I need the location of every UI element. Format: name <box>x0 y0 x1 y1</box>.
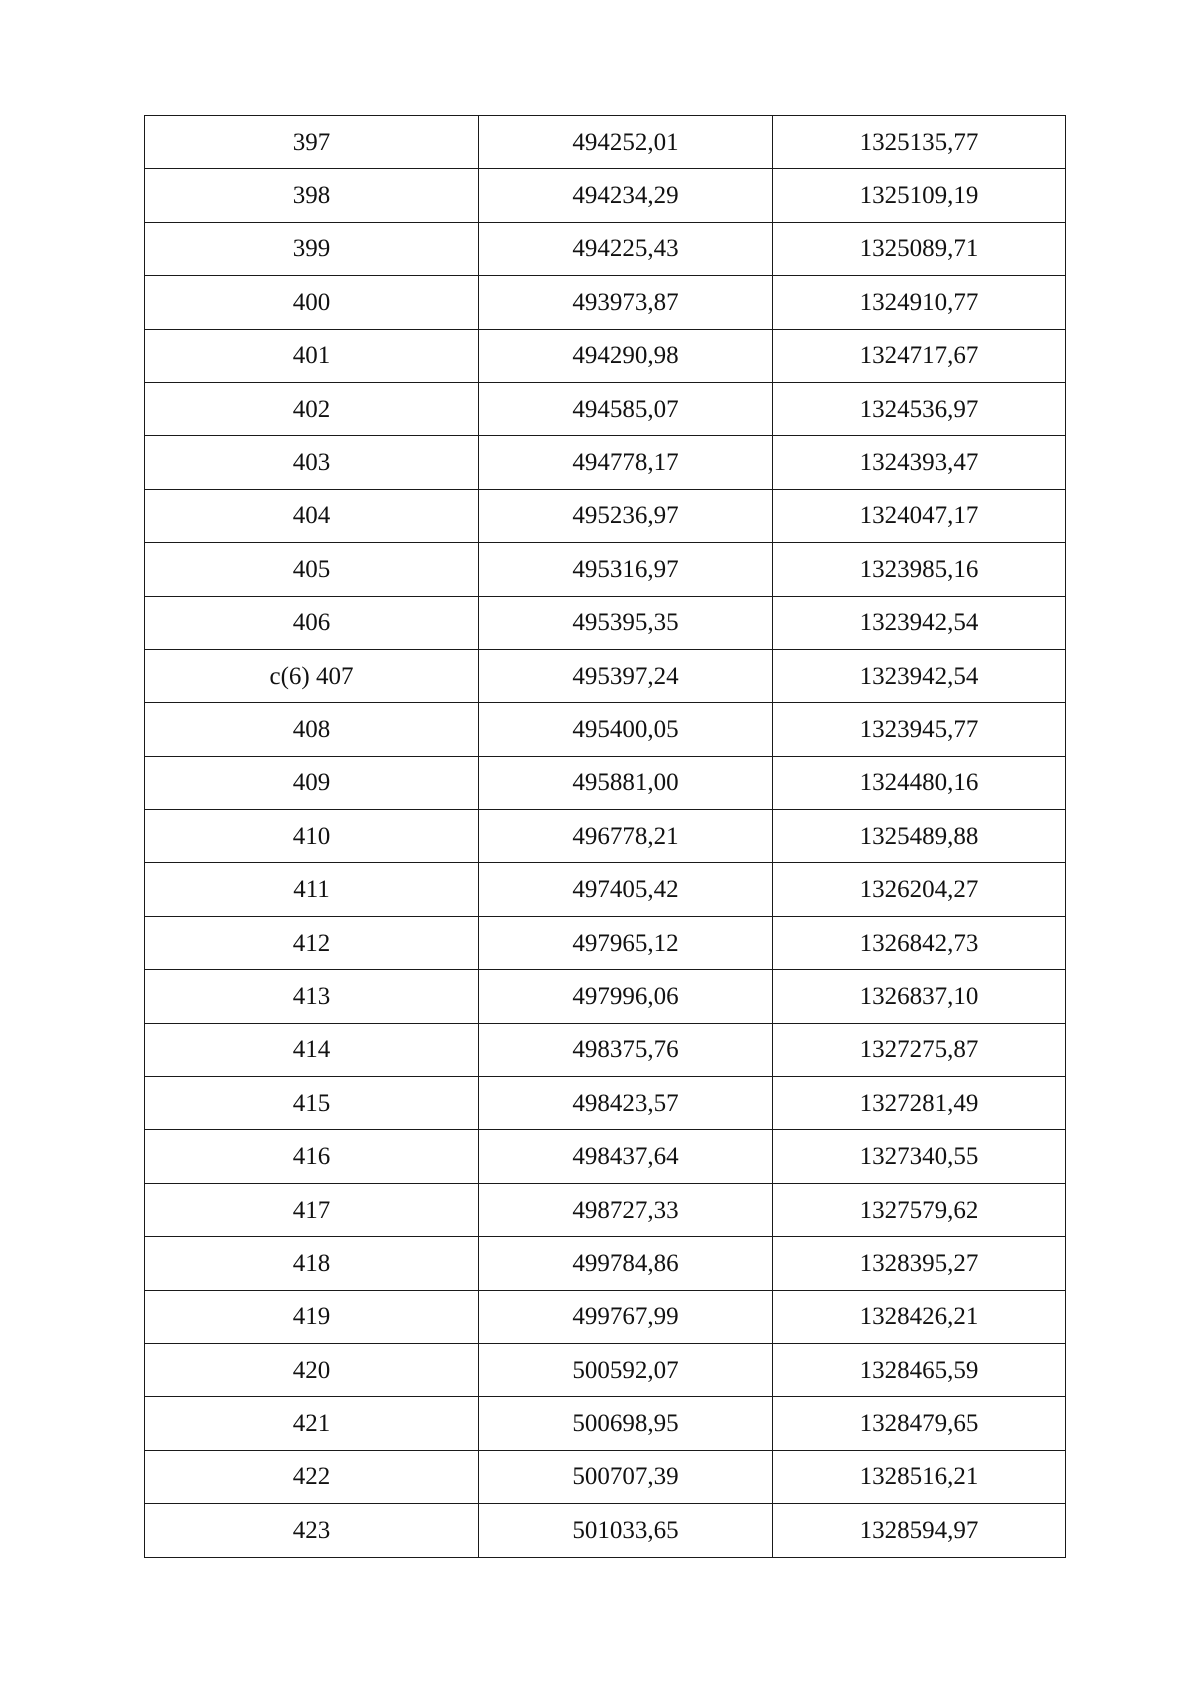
table-row <box>145 703 1066 756</box>
table-row <box>145 1397 1066 1450</box>
point-number-cell: 409 <box>145 756 479 809</box>
x-coordinate-cell: 495400,05 <box>479 703 773 756</box>
point-number-cell: 398 <box>145 169 479 222</box>
table-row <box>145 970 1066 1023</box>
table-row <box>145 1290 1066 1343</box>
x-coordinate-cell: 495397,24 <box>479 649 773 702</box>
point-number-cell: 416 <box>145 1130 479 1183</box>
y-coordinate-cell: 1327281,49 <box>773 1077 1066 1130</box>
table-row <box>145 382 1066 435</box>
x-coordinate-cell: 497965,12 <box>479 916 773 969</box>
point-number-cell: 412 <box>145 916 479 969</box>
point-number-cell: 402 <box>145 382 479 435</box>
y-coordinate-cell: 1327579,62 <box>773 1183 1066 1236</box>
y-coordinate-cell: 1323942,54 <box>773 596 1066 649</box>
x-coordinate-cell: 498375,76 <box>479 1023 773 1076</box>
point-number-cell: с(6) 407 <box>145 649 479 702</box>
table-row <box>145 276 1066 329</box>
x-coordinate-cell: 498423,57 <box>479 1077 773 1130</box>
y-coordinate-cell: 1328465,59 <box>773 1343 1066 1396</box>
table-row <box>145 169 1066 222</box>
x-coordinate-cell: 497996,06 <box>479 970 773 1023</box>
y-coordinate-cell: 1328395,27 <box>773 1237 1066 1290</box>
y-coordinate-cell: 1328426,21 <box>773 1290 1066 1343</box>
x-coordinate-cell: 494290,98 <box>479 329 773 382</box>
y-coordinate-cell: 1323942,54 <box>773 649 1066 702</box>
y-coordinate-cell: 1328516,21 <box>773 1450 1066 1503</box>
y-coordinate-cell: 1323985,16 <box>773 543 1066 596</box>
table-row <box>145 1450 1066 1503</box>
y-coordinate-cell: 1325135,77 <box>773 116 1066 169</box>
table-row <box>145 1077 1066 1130</box>
table-row <box>145 1130 1066 1183</box>
table-row <box>145 1343 1066 1396</box>
y-coordinate-cell: 1327275,87 <box>773 1023 1066 1076</box>
x-coordinate-cell: 499784,86 <box>479 1237 773 1290</box>
x-coordinate-cell: 495236,97 <box>479 489 773 542</box>
y-coordinate-cell: 1324393,47 <box>773 436 1066 489</box>
table-row <box>145 1183 1066 1236</box>
table-row <box>145 863 1066 916</box>
y-coordinate-cell: 1328479,65 <box>773 1397 1066 1450</box>
point-number-cell: 418 <box>145 1237 479 1290</box>
y-coordinate-cell: 1326837,10 <box>773 970 1066 1023</box>
point-number-cell: 403 <box>145 436 479 489</box>
y-coordinate-cell: 1327340,55 <box>773 1130 1066 1183</box>
point-number-cell: 421 <box>145 1397 479 1450</box>
table-row <box>145 596 1066 649</box>
point-number-cell: 406 <box>145 596 479 649</box>
x-coordinate-cell: 494252,01 <box>479 116 773 169</box>
point-number-cell: 411 <box>145 863 479 916</box>
y-coordinate-cell: 1326204,27 <box>773 863 1066 916</box>
point-number-cell: 422 <box>145 1450 479 1503</box>
x-coordinate-cell: 494234,29 <box>479 169 773 222</box>
x-coordinate-cell: 500707,39 <box>479 1450 773 1503</box>
point-number-cell: 417 <box>145 1183 479 1236</box>
table-row <box>145 329 1066 382</box>
table-row <box>145 1237 1066 1290</box>
x-coordinate-cell: 500592,07 <box>479 1343 773 1396</box>
y-coordinate-cell: 1325089,71 <box>773 222 1066 275</box>
point-number-cell: 423 <box>145 1504 479 1557</box>
y-coordinate-cell: 1324717,67 <box>773 329 1066 382</box>
point-number-cell: 419 <box>145 1290 479 1343</box>
point-number-cell: 408 <box>145 703 479 756</box>
x-coordinate-cell: 494778,17 <box>479 436 773 489</box>
table-row <box>145 756 1066 809</box>
x-coordinate-cell: 495395,35 <box>479 596 773 649</box>
point-number-cell: 404 <box>145 489 479 542</box>
table-row <box>145 1504 1066 1557</box>
x-coordinate-cell: 500698,95 <box>479 1397 773 1450</box>
x-coordinate-cell: 494225,43 <box>479 222 773 275</box>
x-coordinate-cell: 501033,65 <box>479 1504 773 1557</box>
x-coordinate-cell: 498727,33 <box>479 1183 773 1236</box>
y-coordinate-cell: 1324047,17 <box>773 489 1066 542</box>
point-number-cell: 415 <box>145 1077 479 1130</box>
y-coordinate-cell: 1325109,19 <box>773 169 1066 222</box>
coordinates-table <box>144 115 1066 1558</box>
table-row <box>145 222 1066 275</box>
table-row <box>145 810 1066 863</box>
y-coordinate-cell: 1326842,73 <box>773 916 1066 969</box>
point-number-cell: 410 <box>145 810 479 863</box>
x-coordinate-cell: 499767,99 <box>479 1290 773 1343</box>
y-coordinate-cell: 1325489,88 <box>773 810 1066 863</box>
point-number-cell: 420 <box>145 1343 479 1396</box>
point-number-cell: 401 <box>145 329 479 382</box>
x-coordinate-cell: 495881,00 <box>479 756 773 809</box>
y-coordinate-cell: 1324480,16 <box>773 756 1066 809</box>
point-number-cell: 400 <box>145 276 479 329</box>
x-coordinate-cell: 495316,97 <box>479 543 773 596</box>
table-row <box>145 543 1066 596</box>
y-coordinate-cell: 1324910,77 <box>773 276 1066 329</box>
x-coordinate-cell: 498437,64 <box>479 1130 773 1183</box>
table-row <box>145 489 1066 542</box>
point-number-cell: 405 <box>145 543 479 596</box>
x-coordinate-cell: 497405,42 <box>479 863 773 916</box>
x-coordinate-cell: 496778,21 <box>479 810 773 863</box>
table-row <box>145 436 1066 489</box>
x-coordinate-cell: 494585,07 <box>479 382 773 435</box>
y-coordinate-cell: 1323945,77 <box>773 703 1066 756</box>
point-number-cell: 399 <box>145 222 479 275</box>
y-coordinate-cell: 1324536,97 <box>773 382 1066 435</box>
table-row <box>145 116 1066 169</box>
table-row <box>145 1023 1066 1076</box>
point-number-cell: 414 <box>145 1023 479 1076</box>
table-row <box>145 649 1066 702</box>
point-number-cell: 397 <box>145 116 479 169</box>
coordinates-table-body <box>145 116 1066 1558</box>
table-row <box>145 916 1066 969</box>
point-number-cell: 413 <box>145 970 479 1023</box>
y-coordinate-cell: 1328594,97 <box>773 1504 1066 1557</box>
x-coordinate-cell: 493973,87 <box>479 276 773 329</box>
